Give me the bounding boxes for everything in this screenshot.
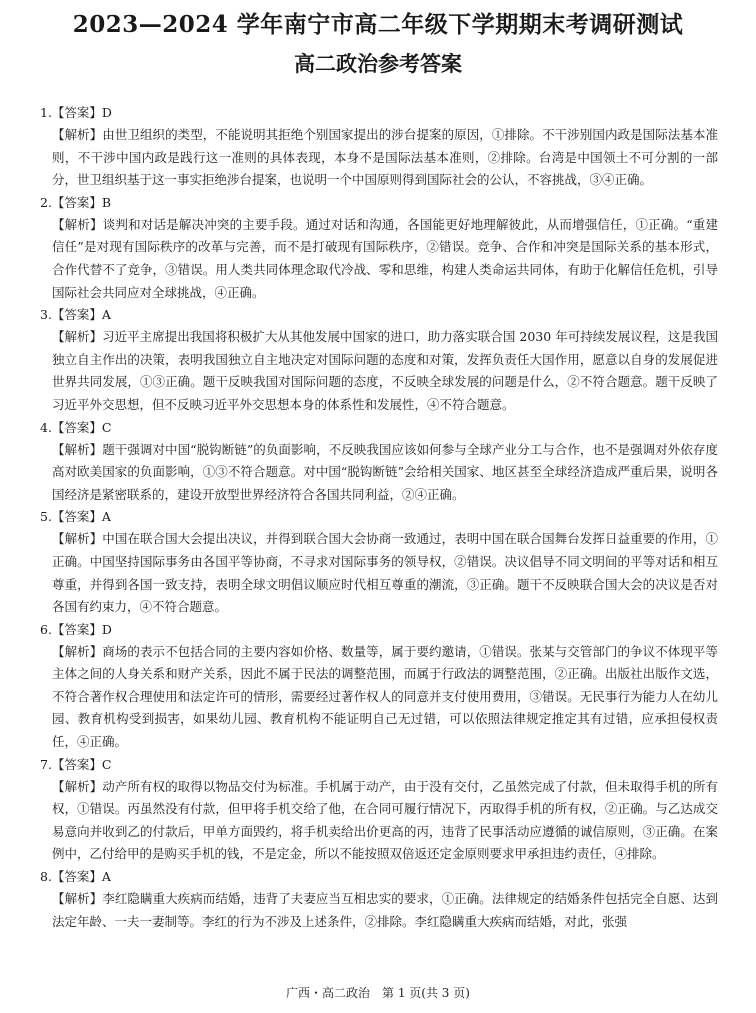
question-answer: 7.【答案】C [40, 756, 112, 772]
question-item [40, 754, 718, 866]
question-explanation: 【解析】商场的表示不包括合同的主要内容如价格、数量等，属于要约邀请，①错误。张某与交管部门的争议不体现平等主体之间的人身关系和财产关系，因此不属于民法的调整范围，而属于行政法的调整范围，②正确。出版社出版作文选，不符合著作权合理使用和法定许可的情形，需要经过著作权人的同意并支付使用费用，③错误。无民事行为能力人在幼儿园、教育机构受到损害，如果幼儿园、教育机构不能证明自己无过错，可以依照法律规定推定其有过错，应承担侵权责任，④正确。 [52, 643, 718, 750]
question-answer: 2.【答案】B [40, 194, 112, 210]
question-explanation: 【解析】由世卫组织的类型，不能说明其拒绝个别国家提出的涉台提案的原因，①排除。不干涉别国内政是国际法基本准则，不干涉中国内政是践行这一准则的具体表现，本身不是国际法基本准则，②排除。台湾是中国领土不可分割的一部分，世卫组织基于这一事实拒绝涉台提案，也说明一个中国原则得到国际社会的公认，不容挑战，③④正确。 [52, 127, 718, 188]
question-item [40, 417, 718, 507]
question-explanation: 【解析】题干强调对中国“脱钩断链”的负面影响，不反映我国应该如何参与全球产业分工与合作，也不是强调对外依存度高对欧美国家的负面影响，①③不符合题意。对中国“脱钩断链”会给相关国家、地区甚至全球经济造成严重后果，说明各国经济是紧密联系的，建设开放型世界经济符合各国共同利益，②④正确。 [52, 441, 718, 502]
document-subtitle: 高二政治参考答案 [294, 52, 462, 76]
document-title: 2023—2024 学年南宁市高二年级下学期期末考调研测试 [72, 11, 684, 38]
question-item [40, 866, 718, 933]
question-explanation: 【解析】谈判和对话是解决冲突的主要手段。通过对话和沟通，各国能更好地理解彼此，从而增强信任，①正确。“重建信任”是对现有国际秩序的改革与完善，而不是打破现有国际秩序，②错误。竞争、合作和冲突是国际关系的基本形式，合作代替不了竞争，③错误。用人类共同体理念取代冷战、零和思维，构建人类命运共同体，有助于化解信任危机，引导国际社会共同应对全球挑战，④正确。 [52, 216, 718, 300]
question-item [40, 102, 718, 192]
question-explanation: 【解析】习近平主席提出我国将积极扩大从其他发展中国家的进口，助力落实联合国 2030 年可持续发展议程，这是我国独立自主作出的决策，表明我国独立自主地决定对国际问题的态度和对策，发挥负责任大国作用，愿意以自身的发展促进世界共同发展，①③正确。题干反映我国对国际问题的态度，不反映全球发展的问题是什么，②不符合题意。题干反映了习近平外交思想，但不反映习近平外交思想本身的体系性和发展性，④不符合题意。 [52, 329, 718, 412]
question-answer: 8.【答案】A [40, 869, 111, 885]
question-answer: 5.【答案】A [40, 509, 111, 525]
page-footer: 广西・高二政治 第 1 页(共 3 页) [286, 986, 470, 1000]
question-explanation: 【解析】动产所有权的取得以物品交付为标准。手机属于动产，由于没有交付，乙虽然完成了付款，但未取得手机的所有权，①错误。丙虽然没有付款，但甲将手机交给了他，在合同可履行情况下，丙取得手机的所有权，②正确。与乙达成交易意向并收到乙的付款后，甲单方面毁约，将手机卖给出价更高的丙，违背了民事活动应遵循的诚信原则，③正确。在案例中，乙付给甲的是购买手机的钱，不是定金，所以不能按照双倍返还定金原则要求甲承担违约责任，④排除。 [52, 778, 718, 862]
question-explanation: 【解析】李红隐瞒重大疾病而结婚，违背了夫妻应当互相忠实的要求，①正确。法律规定的结婚条件包括完全自愿、达到法定年龄、一夫一妻制等。李红的行为不涉及上述条件，②排除。李红隐瞒重大疾病而结婚，对此，张强 [52, 891, 718, 929]
question-item [40, 506, 718, 618]
answer-list [40, 102, 718, 933]
question-item [40, 304, 718, 416]
question-answer: 3.【答案】A [40, 307, 111, 323]
question-answer: 4.【答案】C [40, 419, 112, 435]
question-item [40, 619, 718, 754]
question-explanation: 【解析】中国在联合国大会提出决议，并得到联合国大会协商一致通过，表明中国在联合国舞台发挥日益重要的作用，①正确。中国坚持国际事务由各国平等协商，不寻求对国际事务的领导权，②错误。决议倡导不同文明间的平等对话和相互尊重，并得到各国一致支持，表明全球文明倡议顺应时代相互尊重的潮流，③正确。题干不反映联合国大会的决议是否对各国有约束力，④不符合题意。 [52, 531, 718, 615]
question-answer: 6.【答案】D [40, 621, 112, 637]
question-answer: 1.【答案】D [40, 105, 112, 120]
question-item [40, 192, 718, 304]
